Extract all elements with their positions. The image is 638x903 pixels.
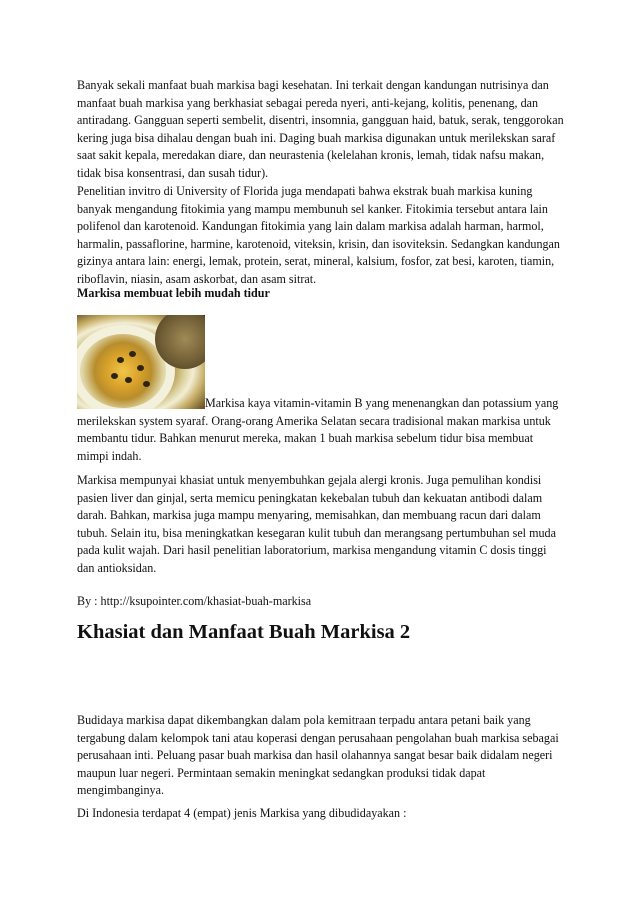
paragraph-types: Di Indonesia terdapat 4 (empat) jenis Markisa yang dibudidayakan : — [77, 806, 407, 820]
paragraph-allergy: Markisa mempunyai khasiat untuk menyembuhkan gejala alergi kronis. Juga pemulihan kondisi pasien liver dan ginjal, serta memicu peningkatan kekebalan tubuh dan kekuatan antibodi dalam darah. Bahkan, markisa juga mampu menyaring, memisahkan, dan membuang racun dari dalam tubuh. Selain itu, bisa meningkatkan kesegaran kulit tubuh dan merangsang pertumbuhan sel muda pada kulit wajah. Dari hasil penelitian laboratorium, markisa mengandung vitamin C dosis tinggi dan antioksidan. — [77, 473, 556, 575]
paragraph-vitamin-b: Markisa kaya vitamin-vitamin B yang menenangkan dan potassium yang merilekskan system syaraf. Orang-orang Amerika Selatan secara tradisional makan markisa untuk membantu tidur. Bahkan menurut mereka, makan 1 buah markisa sebelum tidur bisa membuat mimpi indah. — [77, 396, 559, 463]
seed — [111, 373, 118, 379]
seed — [125, 377, 132, 383]
subheading-sleep: Markisa membuat lebih mudah tidur — [77, 286, 270, 300]
seed — [117, 357, 124, 363]
paragraph-cultivation: Budidaya markisa dapat dikembangkan dalam pola kemitraan terpadu antara petani baik yang tergabung dalam kelompok tani atau koperasi dengan perusahaan pengolahan buah markisa sebagai perusahaan inti. Peluang pasar buah markisa dan hasil olahannya sangat besar baik didalam negeri maupun luar negeri. Permintaan semakin meningkat sedangkan produksi tidak dapat mengimbanginya. — [77, 713, 559, 798]
paragraph-benefits: Banyak sekali manfaat buah markisa bagi kesehatan. Ini terkait dengan kandungan nutrisinya dan manfaat buah markisa yang berkhasiat sebagai pereda nyeri, anti-kejang, kolitis, penenang, dan antiradang. Gangguan seperti sembelit, disentri, insomnia, gangguan haid, batuk, serak, tenggorokan kering juga bisa dihalau dengan buah ini. Daging buah markisa digunakan untuk merilekskan saraf saat sakit kepala, meredakan diare, dan neurastenia (kelelahan kronis, lemah, tidak nafsu makan, tidak bisa konsentrasi, dan susah tidur). — [77, 78, 564, 180]
seed — [129, 351, 136, 357]
seed — [143, 381, 150, 387]
article-title: Khasiat dan Manfaat Buah Markisa 2 — [77, 621, 411, 643]
source-line: By : http://ksupointer.com/khasiat-buah-markisa — [77, 594, 312, 608]
seed — [137, 365, 144, 371]
paragraph-research: Penelitian invitro di University of Florida juga mendapati bahwa ekstrak buah markisa kuning banyak mengandung fitokimia yang mampu membunuh sel kanker. Fitokimia tersebut antara lain polifenol dan karotenoid. Kandungan fitokimia yang lain dalam markisa adalah harman, harmol, harmalin, passaflorine, harmine, karotenoid, viteksin, krisin, dan isoviteksin. Sedangkan kandungan gizinya antara lain: energi, lemak, protein, serat, mineral, kalsium, fosfor, zat besi, karoten, tiamin, riboflavin, niasin, asam askorbat, dan asam sitrat. — [77, 184, 560, 286]
